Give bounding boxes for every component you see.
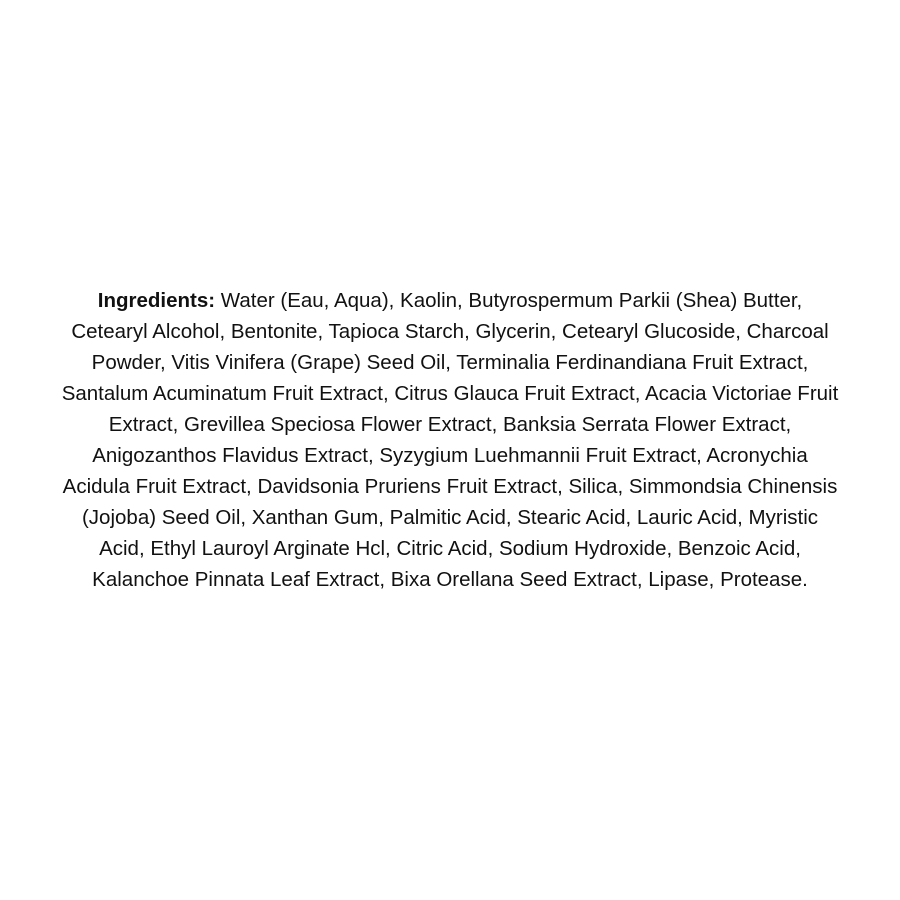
ingredients-heading: Ingredients: [97,288,216,312]
ingredients-paragraph [60,285,840,595]
ingredients-list-text: Water (Eau, Aqua), Kaolin, Butyrospermum Parkii (Shea) Butter, Cetearyl Alcohol, Bentonite, Tapioca Starch, Glycerin, Cetearyl Glucoside, Charcoal Powder, Vitis Vinifera (Grape) Seed Oil, Terminalia Ferdinandiana Fruit Extract, Santalum Acuminatum Fruit Extract, Citrus Glauca Fruit Extract, Acacia Victoriae Fruit Extract, Grevillea Speciosa Flower Extract, Banksia Serrata Flower Extract, Anigozanthos Flavidus Extract, Syzygium Luehmannii Fruit Extract, Acronychia Acidula Fruit Extract, Davidsonia Pruriens Fruit Extract, Silica, Simmondsia Chinensis (Jojoba) Seed Oil, Xanthan Gum, Palmitic Acid, Stearic Acid, Lauric Acid, Myristic Acid, Ethyl Lauroyl Arginate Hcl, Citric Acid, Sodium Hydroxide, Benzoic Acid, Kalanchoe Pinnata Leaf Extract, Bixa Orellana Seed Extract, Lipase, Protease. [61,288,839,591]
